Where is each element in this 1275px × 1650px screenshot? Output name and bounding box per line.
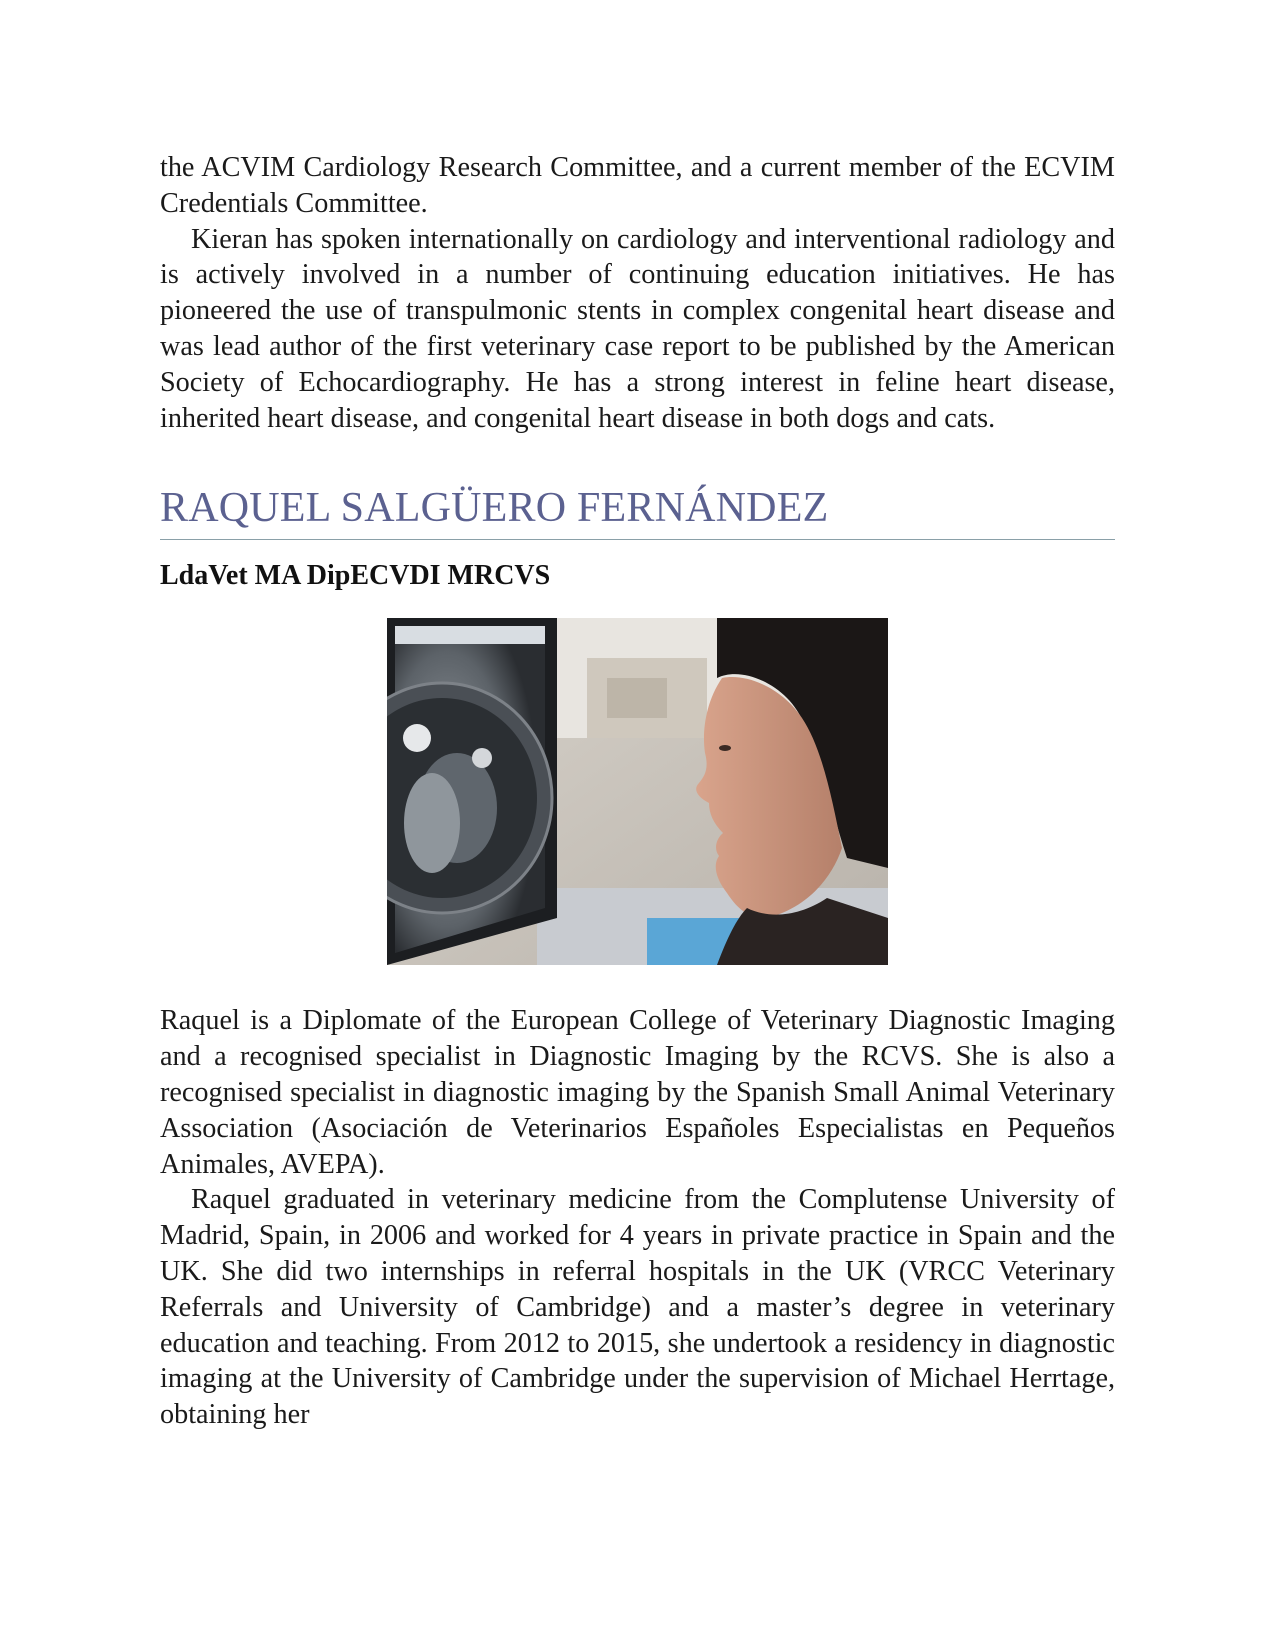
intro-paragraph-continued: the ACVIM Cardiology Research Committee, and a current member of the ECVIM Credentials Committee. xyxy=(160,152,1115,219)
profile-credentials: LdaVet MA DipECVDI MRCVS xyxy=(160,560,551,592)
portrait-photo-icon xyxy=(387,618,888,965)
profile-paragraph-education: Raquel graduated in veterinary medicine from the Complutense University of Madrid, Spain, in 2006 and worked for 4 years in private practice in Spain and the UK. She did two internships in referral hospitals in the UK (VRCC Veterinary Referrals and University of Cambridge) and a master’s degree in veterinary education and teaching. From 2012 to 2015, she undertook a residency in diagnostic imaging at the University of Cambridge under the supervision of Michael Herrtage, obtaining her xyxy=(160,1184,1115,1431)
document-page xyxy=(160,150,1115,1433)
profile-photo xyxy=(387,618,888,965)
profile-paragraph-diplomate: Raquel is a Diplomate of the European College of Veterinary Diagnostic Imaging and a recognised specialist in Diagnostic Imaging by the RCVS. She is also a recognised specialist in diagnostic imaging by the Spanish Small Animal Veterinary Association (Asociación de Veterinarios Españoles Especialistas en Pequeños Animales, AVEPA). xyxy=(160,1005,1115,1180)
intro-paragraph-kieran: Kieran has spoken internationally on cardiology and interventional radiology and is actively involved in a number of continuing education initiatives. He has pioneered the use of transpulmonic stents in complex congenital heart disease and was lead author of the first veterinary case report to be published by the American Society of Echocardiography. He has a strong interest in feline heart disease, inherited heart disease, and congenital heart disease in both dogs and cats. xyxy=(160,223,1115,434)
profile-name-heading: RAQUEL SALGÜERO FERNÁNDEZ xyxy=(160,483,1115,540)
